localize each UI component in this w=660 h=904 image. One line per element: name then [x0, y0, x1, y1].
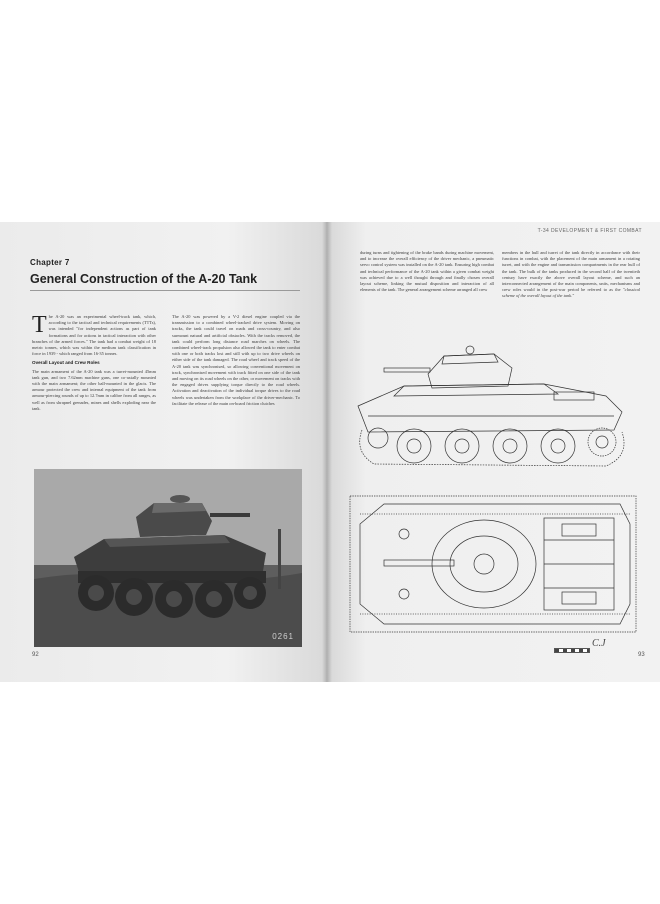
- left-page: [0, 222, 326, 682]
- chapter-label: Chapter 7: [30, 258, 70, 267]
- page-number-right: 93: [638, 652, 645, 658]
- chapter-title: General Construction of the A-20 Tank: [30, 272, 258, 286]
- classical-scheme-quote: "classical scheme of the overall layout of the tank.": [502, 287, 640, 299]
- left-column-1: [32, 314, 156, 414]
- propulsion-paragraph: The A-20 was powered by a V-2 diesel engine coupled via the transmission to a combined wheel-tracked drive system. Moving on tracks, the tank could travel on roads and cross-country, and also surmount natural and artificial obstacles. With the tracks removed, the tank could perform long distance road marches on wheels. The combined wheel-track propulsion also allowed the tank to enter combat with one or both tracks lost and still with up to two drive wheels on either side of the tank damaged. The road wheel and track speed of the A-20 tank was synchronised, so allowing conventional movement on track, synchronised movement with track fitted on one side of the tank and moving on its road wheels on the other, or movement on tracks with the engaged drives supplying torque directly to the road wheels. Activation and deactivation of the individual torque drives to the road wheels was undertaken from the workplace of the driver-mechanic. To facilitate the release of the main on-board friction clutches: [172, 314, 300, 406]
- drop-cap: T: [32, 312, 47, 338]
- layout-paragraph: [502, 250, 640, 300]
- tank-photo-image: [34, 469, 302, 647]
- photo-watermark: 0261: [272, 632, 294, 641]
- tank-photograph: [34, 469, 302, 647]
- page-number-left: 92: [32, 652, 39, 658]
- book-spread: [0, 222, 660, 682]
- armament-paragraph: The main armament of the A-20 tank was a turret-mounted 45mm tank gun, and two 7.62mm machine guns, one co-axially mounted with the main armament; the other ball-mounted in the glacis. The armour protected the crew and internal equipment of the tank from armour-piercing rounds of up to 12.7mm in calibre from all ranges, as well as from shrapnel grenades, mines and shells exploding near the tank.: [32, 368, 156, 411]
- tank-plan-view-drawing: [344, 494, 644, 634]
- running-head: T-34 DEVELOPMENT & FIRST COMBAT: [537, 228, 642, 234]
- title-rule: [30, 290, 300, 291]
- artist-signature: C.J: [592, 638, 606, 649]
- right-column-1: [360, 250, 494, 295]
- drawing-scale-bar: [554, 648, 590, 653]
- servo-paragraph: during turns and tightening of the brake bands during machine movement, and to increase the overall efficiency of the driver mechanic, a pneumatic servo control system was installed on the A-20 tank. Ensuring high combat and technical performance of the A-20 tank within a given combat weight was achieved due to a well thought through and finally chosen overall layout scheme, linking the mutual disposition and interaction of all elements of the tank. The general arrangement scheme arranged all crew: [360, 250, 494, 293]
- left-column-2: [172, 314, 300, 409]
- intro-text: he A-20 was an experimental wheel-track tank, which, according to the tactical and technical requirements (TTTs), was intended "for independent actions as part of tank formations and for actions in tactical interaction with other branches of the armed forces." The tank had a combat weight of 18 metric tonnes, which was within the medium tank classification in force in 1939 - which ranged from 16-35 tonnes.: [32, 314, 156, 357]
- book-gutter: [322, 222, 332, 682]
- right-page: [326, 222, 660, 682]
- section-subhead: Overall Layout and Crew Roles: [32, 360, 100, 366]
- right-column-2: [502, 250, 640, 302]
- layout-text: members in the hull and turret of the tank directly in accordance with their functions in combat, with the placement of the main armament in a rotating turret, and with the engine and transmission compartments in the rear hull of the tank. The bulk of the tanks produced in the second half of the twentieth century have exactly the above overall layout scheme, and such an interconnected arrangement of the main components, units, mechanisms and crew roles would in the post-war period be referred to as the: [502, 250, 640, 293]
- tank-side-elevation-drawing: [344, 334, 644, 484]
- intro-paragraph: [32, 314, 156, 357]
